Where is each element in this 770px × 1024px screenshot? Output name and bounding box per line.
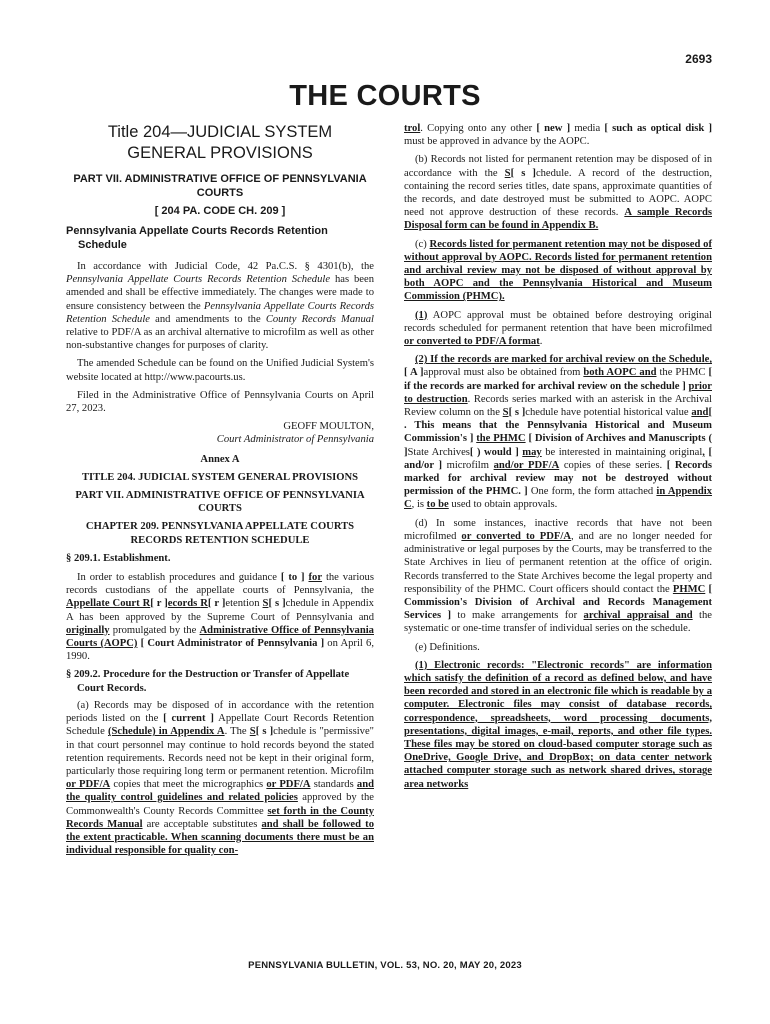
section-209-2-e: (e) Definitions. bbox=[415, 641, 480, 653]
section-209-2-a: (a) Records may be disposed of in accordance with the retention periods listed on the [ current ] Appellate Court Records Retention Schedule (Schedule) in Appendix A. The S[ s ]chedule is "permissive" in that court personnel may continue to hold records beyond the stated retention requirements. Records need not be kept in their original form, particularly those requiring long term or permanent retention. Microfilm or PDF/A copies that meet the micrographics or PDF/A standards and the quality control guidelines and related policies approved by the Commonwealth's County Records Committee set forth in the County Records Manual are acceptable substitutes and shall be followed to the extent practicable. When scanning documents there must be an individual responsible for quality con- bbox=[66, 699, 374, 857]
annex-title: TITLE 204. JUDICIAL SYSTEM GENERAL PROVISIONS bbox=[81, 471, 359, 483]
page-number: 2693 bbox=[685, 52, 712, 66]
section-209-2-c-2: (2) If the records are marked for archival review on the Schedule, [ A ]approval must also be obtained from both AOPC and the PHMC [ if the records are marked for archival review on the schedule ] prior to destruction. Records series marked with an asterisk in the Archival Review column on the S[ s ]chedule have potential historical value and[ . This means that the Pennsylvania Historical and Museum Commission's ] the PHMC [ Division of Archives and Manuscripts ( ]State Archives[ ) would ] may be interested in maintaining original, [ and/or ] microfilm and/or PDF/A copies of these series. [ Records marked for archival review may not be destroyed without permission of the PHMC. ] One form, the form attached in Appendix C, is to be used to obtain approvals. bbox=[404, 354, 713, 511]
signature-title: Court Administrator of Pennsylvania bbox=[216, 434, 374, 446]
section-209-1-body: In order to establish procedures and guidance [ to ] for the various records custodians of the appellate courts of Pennsylvania, the Appellate Court R[ r ]ecords R[ r ]etention S[ s ]chedule in Appendix A has been approved by the Supreme Court of Pennsylvania and originally promulgated by the Administrative Office of Pennsylvania Courts (AOPC) [ Court Administrator of Pennsylvania ] on April 6, 1990. bbox=[66, 572, 374, 663]
section-209-2-e-1: (1) Electronic records: "Electronic records" are information which satisfy the definition of a record as defined below, and have been recorded and stored in an electronic file which is readable by a computer. Electronic files may consist of database records, correspondence, spreadsheets, word processing documents, presentations, digital images, e-mail, reports, and other file types. These files may be stored on cloud-based computer storage such as OneDrive, Google Drive, and DropBox; on data center network attached computer storage such as network shared drives, storage area networks bbox=[404, 659, 712, 790]
title-line-1: Title 204—JUDICIAL SYSTEM bbox=[107, 123, 333, 141]
annex-heading: Annex A bbox=[200, 453, 240, 465]
title-heading bbox=[66, 122, 374, 164]
intro-paragraph: In accordance with Judicial Code, 42 Pa.C.S. § 4301(b), the Pennsylvania Appellate Courts Records Retention Schedule has been amended and shall be effective immediately. The changes were made to ensure consistency between the Pennsylvania Appellate Courts Records Retention Schedule and amendments to the County Records Manual relative to PDF/A as an archival alternative to microfilm as well as other non-substantive changes for purposes of clarity. bbox=[66, 261, 375, 352]
right-column bbox=[404, 122, 712, 796]
masthead-title: THE COURTS bbox=[289, 80, 481, 112]
section-209-1-heading: § 209.1. Establishment. bbox=[66, 552, 171, 564]
part-heading: PART VII. ADMINISTRATIVE OFFICE OF PENNSYLVANIA COURTS bbox=[73, 173, 367, 199]
document-title: Pennsylvania Appellate Courts Records Retention Schedule bbox=[66, 225, 328, 251]
section-209-2-c: (c) Records listed for permanent retention may not be disposed of without approval by AOPC. Records listed for permanent retention and archival review may not be disposed of without approval by both AOPC and the Pennsylvania Historical and Museum Commission (PHMC). bbox=[404, 238, 712, 303]
left-column bbox=[66, 122, 374, 862]
code-reference: [ 204 PA. CODE CH. 209 ] bbox=[154, 205, 286, 217]
filed-paragraph: Filed in the Administrative Office of Pennsylvania Courts on April 27, 2023. bbox=[66, 389, 374, 415]
section-209-2-heading: § 209.2. Procedure for the Destruction or Transfer of Appellate Court Records. bbox=[66, 669, 350, 694]
title-line-2: GENERAL PROVISIONS bbox=[127, 144, 313, 162]
signature-name: GEOFF MOULTON, bbox=[283, 421, 374, 433]
page-footer: PENNSYLVANIA BULLETIN, VOL. 53, NO. 20, MAY 20, 2023 bbox=[248, 960, 522, 971]
section-209-2-d: (d) In some instances, inactive records that have not been microfilmed or converted to PDF/A, and are no longer needed for administrative or legal purposes by the Courts, may be transferred to the State Archives in lieu of permanent retention at the office of origin. Records transferred to the State Archives become the legal property and responsibility of the PHMC. Court officers should contact the PHMC [ Commission's Division of Archival and Records Management Services ] to make arrangements for archival appraisal and the systematic or one-time transfer of individual series on the schedule. bbox=[404, 517, 712, 635]
annex-chapter: CHAPTER 209. PENNSYLVANIA APPELLATE COURTS RECORDS RETENTION SCHEDULE bbox=[85, 521, 355, 546]
section-209-2-a-continued: trol. Copying onto any other [ new ] media [ such as optical disk ] must be approved in advance by the AOPC. bbox=[404, 123, 713, 148]
schedule-location-paragraph: The amended Schedule can be found on the Unified Judicial System's website located at http://www.pacourts.us. bbox=[66, 358, 374, 383]
section-209-2-b: (b) Records not listed for permanent retention may be disposed of in accordance with the S[ s ]chedule. A record of the destruction, containing the record series titles, date spans, approximate quantities of the records, and date destroyed must be submitted to AOPC. AOPC need not approve destruction of these records. A sample Records Disposal form can be found in Appendix B. bbox=[404, 154, 712, 232]
section-209-2-c-1: (1) AOPC approval must be obtained before destroying original records scheduled for permanent retention that have been microfilmed or converted to PDF/A format. bbox=[404, 309, 712, 348]
annex-part: PART VII. ADMINISTRATIVE OFFICE OF PENNSYLVANIA COURTS bbox=[75, 490, 365, 515]
